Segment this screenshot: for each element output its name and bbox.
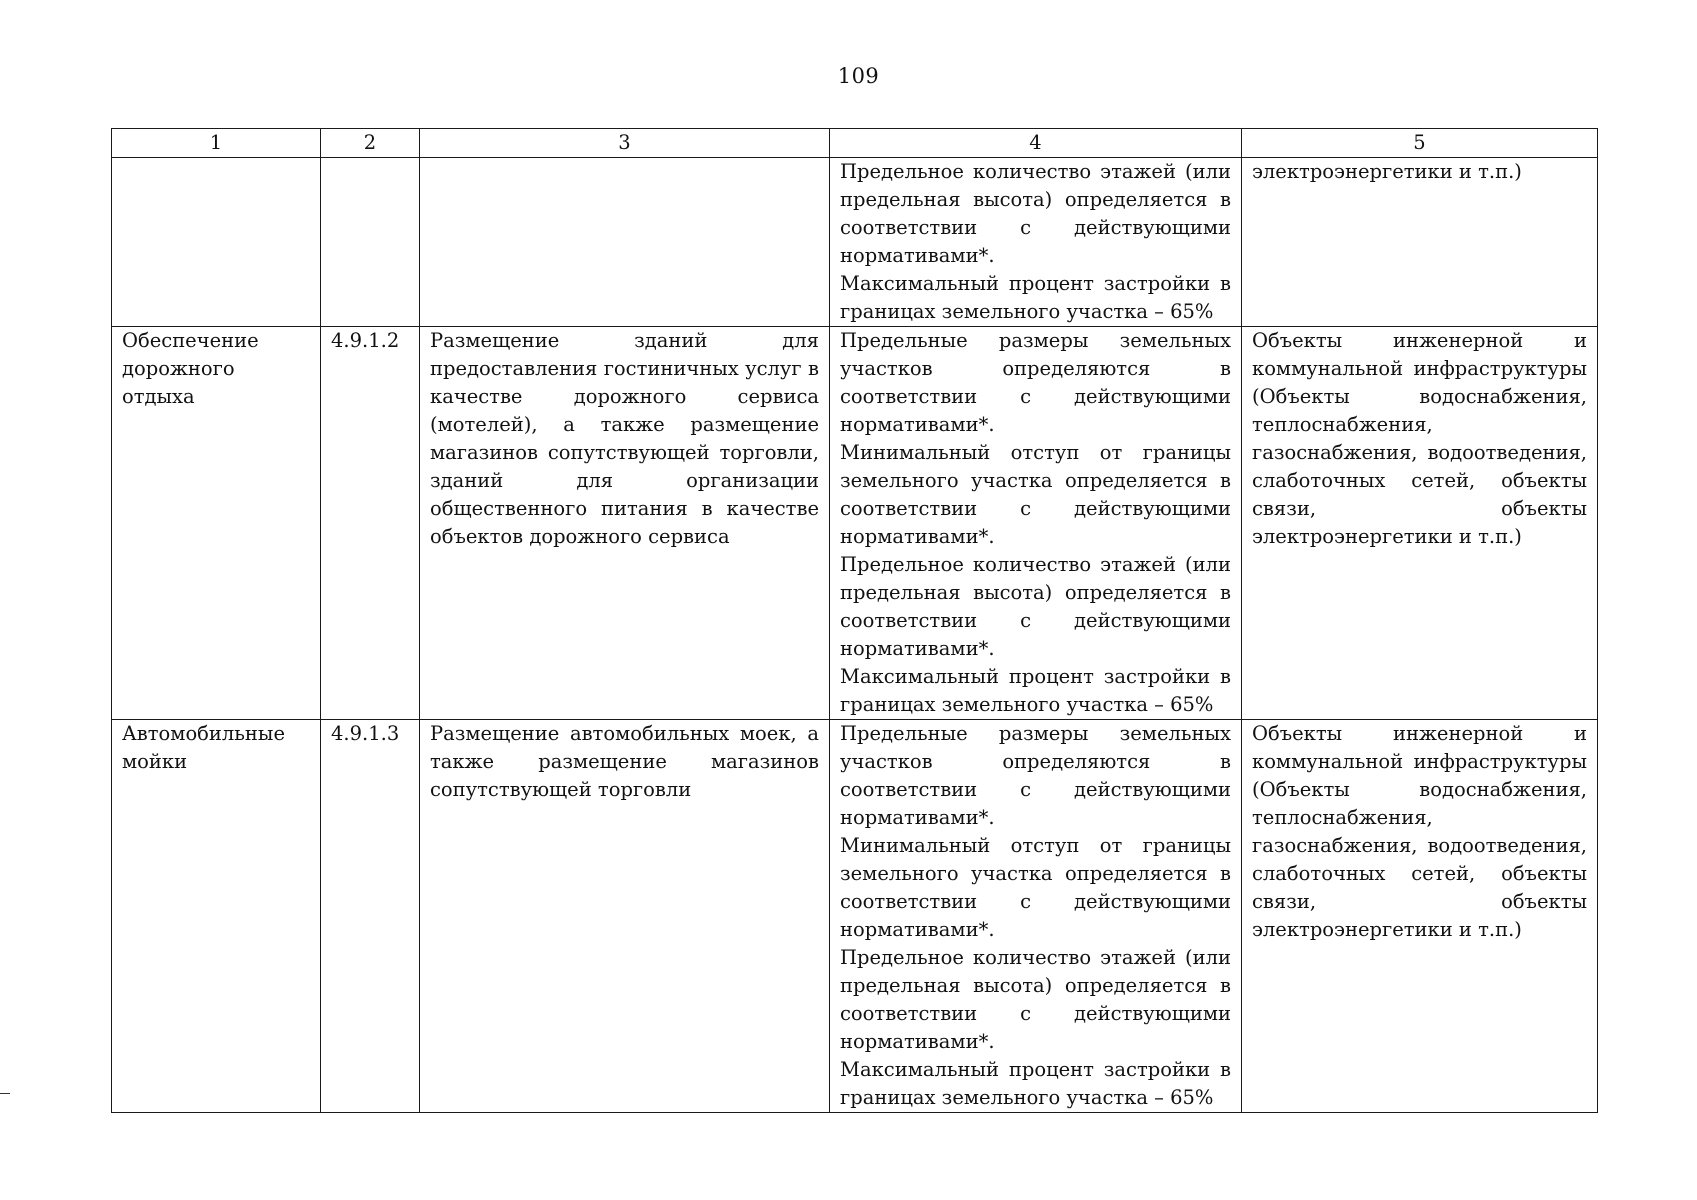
use-params-cell (830, 720, 1242, 1113)
param-floors: Предельное количество этажей (или предельная высота) определяется в соответствии с действующими нормативами*. (840, 160, 1231, 267)
continuation-params-cell (830, 158, 1242, 327)
use-params-cell (830, 327, 1242, 720)
column-header-2: 2 (321, 129, 420, 158)
land-use-table (111, 128, 1598, 1113)
use-objects-cell: Объекты инженерной и коммунальной инфраструктуры (Объекты водоснабжения, теплоснабжения, газоснабжения, водоотведения, слаботочных сетей, объекты связи, объекты электроэнергетики и т.п.) (1242, 327, 1598, 720)
continuation-code-cell (321, 158, 420, 327)
use-code-cell: 4.9.1.2 (321, 327, 420, 720)
param-setback: Минимальный отступ от границы земельного участка определяется в соответствии с действующими нормативами*. (840, 441, 1231, 548)
param-coverage: Максимальный процент застройки в границах земельного участка – 65% (840, 272, 1231, 323)
use-objects-cell: Объекты инженерной и коммунальной инфраструктуры (Объекты водоснабжения, теплоснабжения, газоснабжения, водоотведения, слаботочных сетей, объекты связи, объекты электроэнергетики и т.п.) (1242, 720, 1598, 1113)
use-description-cell: Размещение зданий для предоставления гостиничных услуг в качестве дорожного сервиса (мотелей), а также размещение магазинов сопутствующей торговли, зданий для организации общественного питания в качестве объектов дорожного сервиса (420, 327, 830, 720)
use-description-cell: Размещение автомобильных моек, а также размещение магазинов сопутствующей торговли (420, 720, 830, 1113)
param-setback: Минимальный отступ от границы земельного участка определяется в соответствии с действующими нормативами*. (840, 834, 1231, 941)
continuation-objects-cell: электроэнергетики и т.п.) (1242, 158, 1598, 327)
column-header-3: 3 (420, 129, 830, 158)
param-floors: Предельное количество этажей (или предельная высота) определяется в соответствии с действующими нормативами*. (840, 946, 1231, 1053)
param-floors: Предельное количество этажей (или предельная высота) определяется в соответствии с действующими нормативами*. (840, 553, 1231, 660)
param-coverage: Максимальный процент застройки в границах земельного участка – 65% (840, 1058, 1231, 1109)
column-header-1: 1 (112, 129, 321, 158)
param-plot-size: Предельные размеры земельных участков определяются в соответствии с действующими нормативами*. (840, 722, 1231, 829)
scan-margin-mark (0, 1093, 10, 1094)
column-header-5: 5 (1242, 129, 1598, 158)
param-plot-size: Предельные размеры земельных участков определяются в соответствии с действующими нормативами*. (840, 329, 1231, 436)
table-row (112, 720, 1598, 1113)
column-header-4: 4 (830, 129, 1242, 158)
use-code-cell: 4.9.1.3 (321, 720, 420, 1113)
column-number-row (112, 129, 1598, 158)
use-name-cell: Автомобильные мойки (112, 720, 321, 1113)
use-name-cell: Обеспечение дорожного отдыха (112, 327, 321, 720)
continuation-name-cell (112, 158, 321, 327)
param-coverage: Максимальный процент застройки в границах земельного участка – 65% (840, 665, 1231, 716)
page-number: 109 (837, 64, 880, 88)
continuation-description-cell (420, 158, 830, 327)
continuation-row (112, 158, 1598, 327)
table-row (112, 327, 1598, 720)
